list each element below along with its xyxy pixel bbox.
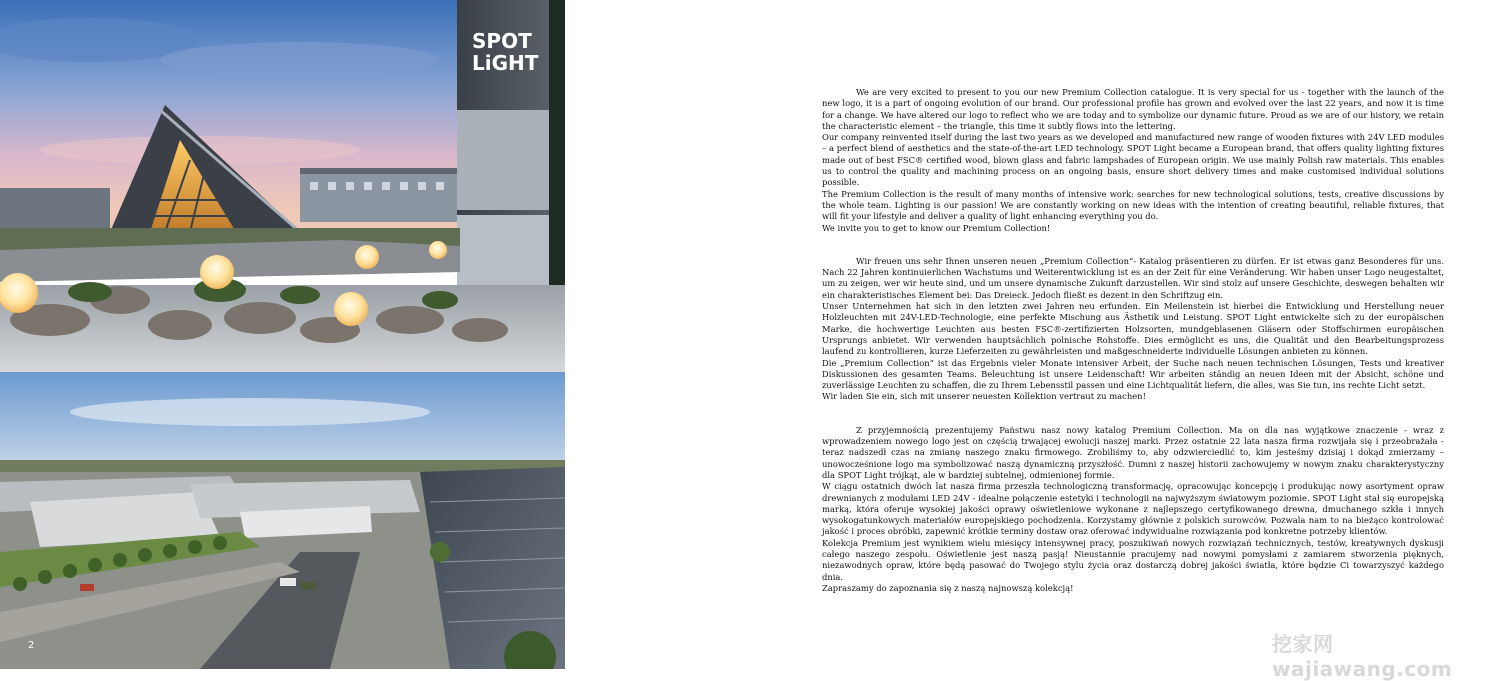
german-paragraph: Wir freuen uns sehr Ihnen unseren neuen „Premium Collection“- Katalog präsentieren zu dürfen. Er ist etwas ganz Besonderes für uns. Nach 22 Jahren kontinuierlichen Wachstums und Weiterentwicklung ist es an der Zeit für eine Veränderung. Wir haben unser Logo neugestaltet, um zu zeigen, wer wir heute sind, und um unsere dynamische Zukunft darzustellen. Wir sind stolz auf unsere Geschichte, deswegen behalten wir ein charakteristisches Element bei: Das Dreieck. Jedoch fließt es dezent in den Schriftzug ein. xyxy=(822,255,1444,300)
german-paragraph: Die „Premium Collection“ ist das Ergebnis vieler Monate intensiver Arbeit, der Suche nach neuen technischen Lösungen, Tests und kreativer Diskussionen des gesamten Teams. Beleuchtung ist unsere Leidenschaft! Wir arbeiten ständig an neuen Ideen mit der Absicht, schöne und zuverlässige Leuchten zu schaffen, die zu Ihrem Lebensstil passen und eine Lichtqualität liefern, die alles, was Sie tun, ins rechte Licht setzt. xyxy=(822,357,1444,391)
building-dusk-photo xyxy=(0,0,565,372)
facility-aerial-photo xyxy=(0,372,565,669)
polish-paragraph: Z przyjemnością prezentujemy Państwu nasz nowy katalog Premium Collection. Ma on dla nas wyjątkowe znaczenie - wraz z wprowadzeniem nowego logo jest on częścią trwającej ewolucji naszej marki. Przez ostatnie 22 lata nasza firma rozwijała się i przeobrażała - teraz nadszedł czas na zmianę naszego znaku firmowego. Zrobiliśmy to, aby odzwierciedlić to, kim jesteśmy dzisiaj i dokąd zmierzamy – unowocześnione logo ma symbolizować naszą dynamiczną przyszłość. Dumni z naszej historii zachowujemy w nowym znaku charakterystyczny dla SPOT Light trójkąt, ale w bardziej subtelnej, odmienionej formie. xyxy=(822,424,1444,480)
german-paragraph: Wir laden Sie ein, sich mit unserer neuesten Kollektion vertraut zu machen! xyxy=(822,391,1146,402)
english-paragraph: Our company reinvented itself during the last two years as we developed and manufactured new range of wooden fixtures with 24V LED modules – a perfect blend of aesthetics and the state-of-the-art LED technology. SPOT Light became a European brand, that offers quality lighting fixtures made out of best FSC® certified wood, blown glass and fabric lampshades of European origin. We use mainly Polish raw materials. This enables us to control the quality and machining process on an ongoing basis, ensure short delivery times and make customised individual solutions possible. xyxy=(822,132,1444,188)
polish-paragraph: W ciągu ostatnich dwóch lat nasza firma przeszła technologiczną transformację, opracowując koncepcję i produkując nowy asortyment opraw drewnianych z modułami LED 24V - idealne połączenie estetyki i technologii na najwyższym światowym poziomie. SPOT Light stał się europejską marką, która oferuje wysokiej jakości oprawy oświetleniowe wykonane z najlepszego certyfikowanego drewna, dmuchanego szkła i innych wysokogatunkowych materiałów europejskiego pochodzenia. Korzystamy głównie z polskich surowców. Pozwala nam to na bieżąco kontrolować jakość i proces obróbki, zapewnić krótkie terminy dostaw oraz oferować indywidualne rozwiązania pod konkretne potrzeby klientów. xyxy=(822,481,1444,537)
english-text-block xyxy=(822,87,1444,234)
english-paragraph: The Premium Collection is the result of many months of intensive work: searches for new technological solutions, tests, creative discussions by the whole team. Lighting is our passion! We are constantly working on new ideas with the intention of creating beautiful, reliable fixtures, that will fit your lifestyle and deliver a quality of light enhancing everything you do. xyxy=(822,188,1444,222)
polish-text-block xyxy=(822,425,1444,594)
facility-aerial-illustration xyxy=(0,372,565,669)
intro-text-column xyxy=(822,87,1444,594)
english-paragraph: We invite you to get to know our Premium Collection! xyxy=(822,222,1051,233)
english-paragraph: We are very excited to present to you our new Premium Collection catalogue. It is very special for us - together with the launch of the new logo, it is a part of ongoing evolution of our brand. Our professional profile has grown and evolved over the last 22 years, and now it is time for a change. We have altered our logo to reflect who we are today and to symbolize our dynamic future. Proud as we are of our history, we retain the characteristic element – the triangle, this time it subtly flows into the lettering. xyxy=(822,87,1444,131)
page-number: 2 xyxy=(28,640,35,651)
sign-brand-line1: SPOT xyxy=(472,29,532,53)
building-dusk-illustration xyxy=(0,0,565,372)
polish-paragraph: Kolekcja Premium jest wynikiem wielu miesięcy intensywnej pracy, poszukiwań nowych rozwiązań technicznych, testów, kreatywnych dyskusji całego naszego zespołu. Oświetlenie jest naszą pasją! Nieustannie pracujemy nad nowymi pomysłami z zamiarem stworzenia pięknych, niezawodnych opraw, które będą pasować do Twojego stylu życia oraz dostarczą dobrej jakości światła, które będzie Ci towarzyszyć każdego dnia. xyxy=(822,537,1444,582)
german-text-block xyxy=(822,256,1444,403)
polish-paragraph: Zapraszamy do zapoznania się z naszą najnowszą kolekcją! xyxy=(822,582,1074,593)
german-paragraph: Unser Unternehmen hat sich in den letzten zwei Jahren neu erfunden. Ein Meilenstein ist hierbei die Entwicklung und Herstellung neuer Holzleuchten mit 24V-LED-Technologie, eine perfekte Mischung aus Ästhetik und Leistung. SPOT Light entwickelte sich zu der europäischen Marke, die hochwertige Leuchten aus besten FSC®-zertifizierten Holzsorten, mundgeblasenen Gläsern oder Stoffschirmen europäischen Ursprungs anbietet. Wir verwenden hauptsächlich polnische Rohstoffe. Dies ermöglicht es uns, die Qualität und den Bearbeitungsprozess laufend zu kontrollieren, kurze Lieferzeiten zu gewährleisten und maßgeschneiderte individuelle Lösungen anbieten zu können. xyxy=(822,301,1444,357)
sign-brand-line2: LiGHT xyxy=(472,51,539,75)
watermark-logo: 挖家网 wajiawang.com xyxy=(1272,632,1453,681)
